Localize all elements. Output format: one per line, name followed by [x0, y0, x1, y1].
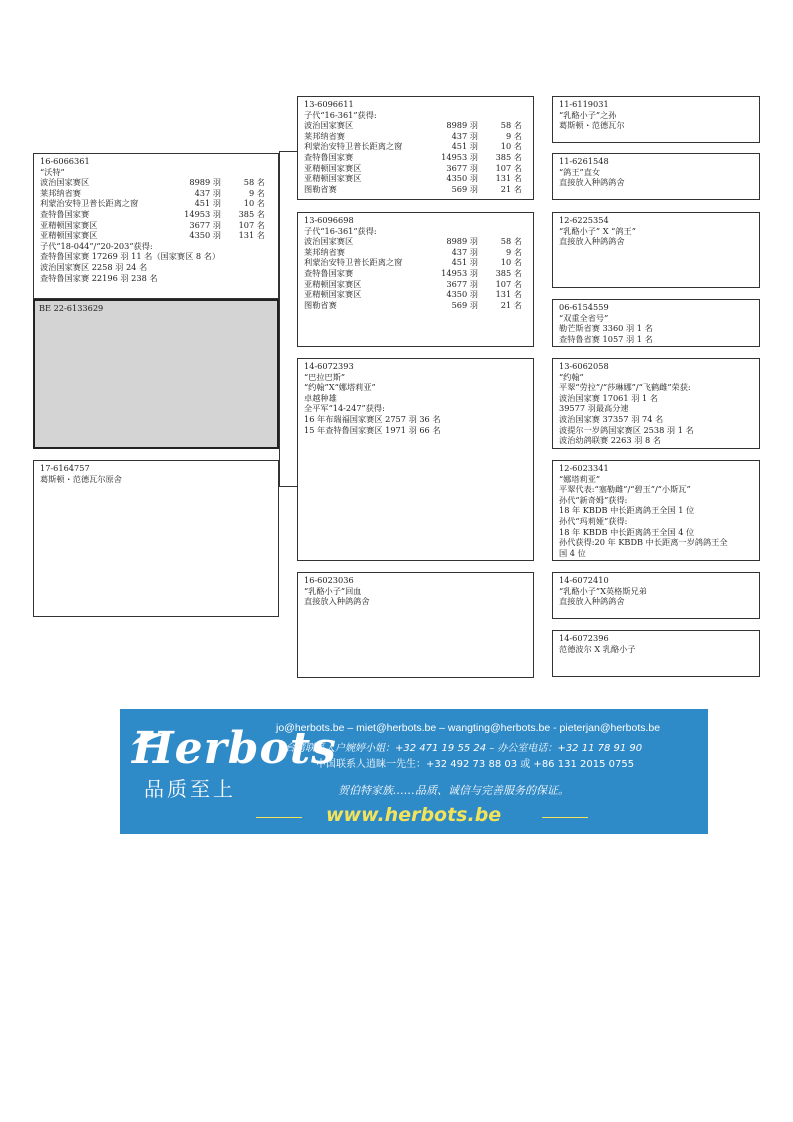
pedigree-line: [559, 463, 756, 474]
line-count: 14953 羽: [184, 208, 221, 219]
line-rank: 21 名: [500, 183, 522, 194]
pedigree-line: [559, 484, 756, 495]
pedigree-line: [304, 268, 530, 279]
pedigree-line: [304, 586, 530, 597]
g3-box-1: [552, 96, 760, 143]
pedigree-line: [40, 251, 275, 262]
line-count: 8989 羽: [446, 120, 478, 131]
pedigree-line: [559, 633, 756, 644]
line-text: 平翠“劳拉”/“莎琳娜”/“飞鹤雌”荣获:: [559, 382, 691, 393]
connector: [279, 486, 297, 487]
line-text: 亚精顿国家赛区: [304, 278, 362, 289]
line-text: “巴拉巴斯”: [304, 371, 346, 382]
divider: [542, 817, 588, 818]
line-text: 11-6261548: [559, 156, 609, 166]
line-text: 波提尔一岁鸽国家赛区 2538 羽 1 名: [559, 424, 694, 435]
line-rank: 9 名: [249, 187, 265, 198]
line-rank: 21 名: [500, 299, 522, 310]
line-text: 15 年查特鲁国家赛区 1971 羽 66 名: [304, 424, 441, 435]
line-rank: 10 名: [500, 257, 522, 268]
line-text: 查特鲁国家赛: [304, 151, 354, 162]
line-count: 4350 羽: [189, 230, 221, 241]
line-rank: 9 名: [506, 246, 522, 257]
line-text: 子代“18-044”/“20-203”获得:: [40, 240, 153, 251]
line-text: 波治国家赛 17061 羽 1 名: [559, 392, 658, 403]
line-text: “鸽王”直女: [559, 166, 601, 177]
pedigree-line: [559, 313, 756, 324]
line-text: 16 年布瑞福国家赛区 2757 羽 36 名: [304, 413, 441, 424]
pedigree-line: [559, 586, 756, 597]
line-rank: 10 名: [500, 141, 522, 152]
pedigree-line: [559, 548, 756, 559]
line-text: 利蒙治安特卫普长距离之窗: [40, 198, 139, 209]
line-text: 18 年 KBDB 中长距离鸽王全国 4 位: [559, 526, 695, 537]
line-text: 16-6023036: [304, 575, 354, 585]
pedigree-line: [304, 120, 530, 131]
pedigree-line: [559, 575, 756, 586]
line-text: 利蒙治安特卫普长距离之窗: [304, 257, 403, 268]
line-text: 莱邦纳省赛: [304, 130, 345, 141]
line-text: 直接放入种鸽鸽舍: [304, 596, 370, 607]
line-text: 波治国家赛区 2258 羽 24 名: [40, 261, 148, 272]
connector: [279, 151, 297, 152]
line-text: 18 年 KBDB 中长距离鸽王全国 1 位: [559, 505, 695, 516]
pedigree-line: [304, 110, 530, 121]
line-text: 14-6072396: [559, 633, 609, 643]
line-text: 13-6096611: [304, 99, 354, 109]
pedigree-line: [559, 156, 756, 167]
pedigree-line: [40, 463, 275, 474]
pedigree-line: [304, 300, 530, 311]
pedigree-line: [304, 236, 530, 247]
line-text: 亚精顿国家赛区: [304, 162, 362, 173]
line-text: 12-6023341: [559, 463, 609, 473]
divider: [256, 817, 302, 818]
line-rank: 107 名: [495, 278, 522, 289]
pedigree-line: [559, 403, 756, 414]
pedigree-line: [559, 393, 756, 404]
pedigree-line: [304, 372, 530, 383]
pigeon-photo: [33, 299, 279, 449]
pedigree-line: [559, 302, 756, 313]
pedigree-line: [304, 289, 530, 300]
sire-sire-box: [297, 96, 534, 200]
line-count: 8989 羽: [446, 236, 478, 247]
line-text: “双重全省号”: [559, 312, 609, 323]
line-text: 子代“16-361”获得:: [304, 109, 377, 120]
line-text: 16-6066361: [40, 156, 90, 166]
herbots-logo: Herbots: [132, 723, 337, 774]
pedigree-line: [304, 226, 530, 237]
line-text: 国 4 位: [559, 547, 586, 558]
line-text: 勒芒斯省赛 3360 羽 1 名: [559, 323, 653, 334]
pedigree-line: [559, 382, 756, 393]
line-text: 利蒙治安特卫普长距离之窗: [304, 141, 403, 152]
pedigree-line: [40, 177, 275, 188]
line-rank: 131 名: [495, 289, 522, 300]
tagline: 贺伯特家族……品质、诚信与完善服务的保证。: [338, 784, 569, 797]
dam-dam-box: [297, 572, 534, 678]
sire-box: [33, 153, 279, 299]
dam-lines: [40, 463, 275, 484]
pedigree-line: [304, 247, 530, 258]
line-rank: 385 名: [495, 151, 522, 162]
pedigree-line: [304, 596, 530, 607]
line-text: 图勒省赛: [304, 299, 337, 310]
line-text: 波治国家赛区: [304, 236, 354, 247]
line-text: 39577 羽最高分速: [559, 403, 629, 414]
pedigree-line: [304, 99, 530, 110]
herbots-banner: [120, 709, 708, 834]
pedigree-line: [304, 361, 530, 372]
pedigree-line: [304, 382, 530, 393]
g3-box-3: [552, 212, 760, 288]
line-text: 亚精顿国家赛区: [40, 230, 98, 241]
line-rank: 58 名: [500, 236, 522, 247]
line-text: 波治幼鸽联赛 2263 羽 8 名: [559, 435, 661, 446]
line-text: 莱邦纳省赛: [304, 246, 345, 257]
line-rank: 58 名: [500, 120, 522, 131]
pedigree-line: [559, 474, 756, 485]
line-text: 14-6072393: [304, 361, 354, 371]
line-text: 莱邦纳省赛: [40, 187, 81, 198]
line-text: “乳酪小子” X “鸽王”: [559, 225, 636, 236]
line-count: 14953 羽: [441, 151, 478, 162]
line-text: 卓越种雄: [304, 392, 337, 403]
line-rank: 385 名: [238, 208, 265, 219]
line-text: 葛斯顿・范德瓦尔: [559, 120, 625, 131]
pedigree-line: [304, 575, 530, 586]
pedigree-line: [559, 215, 756, 226]
pedigree-line: [559, 226, 756, 237]
pedigree-line: [559, 414, 756, 425]
pedigree-line: [40, 241, 275, 252]
pedigree-line: [40, 156, 275, 167]
connector: [279, 151, 280, 486]
line-text: 查特鲁省赛 1057 羽 1 名: [559, 333, 653, 344]
line-text: 孙代获得:20 年 KBDB 中长距离一岁鸽鸽王全: [559, 537, 728, 548]
line-text: 范德波尔 X 乳酪小子: [559, 643, 636, 654]
line-count: 451 羽: [451, 141, 478, 152]
g3-box-2: [552, 153, 760, 200]
sire-lines: [40, 156, 275, 283]
pedigree-line: [559, 167, 756, 178]
line-count: 437 羽: [451, 246, 478, 257]
pedigree-line: [304, 257, 530, 268]
line-text: 葛斯顿・范德瓦尔原舍: [40, 473, 122, 484]
line-rank: 107 名: [495, 162, 522, 173]
line-text: 孙代“玛莉娅”获得:: [559, 515, 628, 526]
line-rank: 9 名: [506, 130, 522, 141]
pedigree-line: [559, 537, 756, 548]
pedigree-line: [559, 334, 756, 345]
pedigree-line: [40, 188, 275, 199]
line-text: 亚精顿国家赛区: [304, 173, 362, 184]
pedigree-line: [559, 99, 756, 110]
line-rank: 385 名: [495, 267, 522, 278]
line-text: 12-6225354: [559, 215, 609, 225]
line-text: “沃特”: [40, 166, 65, 177]
line-text: “乳酪小子”回血: [304, 585, 362, 596]
line-text: “约翰”: [559, 371, 584, 382]
line-count: 14953 羽: [441, 267, 478, 278]
line-text: 图勒省赛: [304, 183, 337, 194]
line-rank: 58 名: [243, 177, 265, 188]
line-text: “约翰”X“娜塔莉亚”: [304, 382, 376, 393]
pedigree-line: [40, 220, 275, 231]
pedigree-line: [304, 184, 530, 195]
pedigree-line: [40, 230, 275, 241]
line-rank: 10 名: [243, 198, 265, 209]
pedigree-line: [40, 198, 275, 209]
pedigree-line: [304, 393, 530, 404]
pedigree-line: [559, 505, 756, 516]
line-text: 13-6096698: [304, 215, 354, 225]
line-text: 14-6072410: [559, 575, 609, 585]
line-text: 平翠代表:“塞勒雌”/“碧玉”/“小斯瓦”: [559, 484, 691, 495]
line-text: 孙代“新奇姆”获得:: [559, 494, 628, 505]
pedigree-line: [559, 120, 756, 131]
line-count: 3677 羽: [446, 278, 478, 289]
g3-box-8: [552, 630, 760, 677]
line-count: 569 羽: [451, 183, 478, 194]
ring-number: BE 22-6133629: [39, 303, 104, 313]
line-text: “乳酪小子”之孙: [559, 109, 617, 120]
pedigree-line: [559, 435, 756, 446]
line-text: 亚精顿国家赛区: [304, 289, 362, 300]
line-count: 4350 羽: [446, 289, 478, 300]
pedigree-line: [559, 596, 756, 607]
pedigree-line: [559, 644, 756, 655]
line-count: 3677 羽: [189, 219, 221, 230]
pedigree-line: [304, 131, 530, 142]
pedigree-line: [559, 110, 756, 121]
line-rank: 131 名: [238, 230, 265, 241]
pedigree-line: [559, 425, 756, 436]
g3-box-5: [552, 358, 760, 449]
line-count: 451 羽: [194, 198, 221, 209]
g3-box-4: [552, 299, 760, 347]
pedigree-line: [304, 152, 530, 163]
line-text: 17-6164757: [40, 463, 90, 473]
dam-sire-box: [297, 358, 534, 561]
line-text: 查特鲁国家赛: [304, 267, 354, 278]
line-rank: 131 名: [495, 173, 522, 184]
g3-box-7: [552, 572, 760, 619]
pedigree-line: [559, 495, 756, 506]
line-text: “乳酪小子”X英格斯兄弟: [559, 585, 647, 596]
line-text: 查特鲁国家赛: [40, 208, 90, 219]
dam-box: [33, 460, 279, 617]
pedigree-line: [559, 527, 756, 538]
china-contact: 中国联系人逍睐一先生：+32 492 73 88 03 或 +86 131 2015 0755: [316, 759, 635, 770]
line-text: 波治国家赛区: [304, 120, 354, 131]
pedigree-line: [40, 474, 275, 485]
line-text: 11-6119031: [559, 99, 609, 109]
pedigree-line: [304, 163, 530, 174]
website-link[interactable]: www.herbots.be: [326, 804, 502, 826]
line-count: 569 羽: [451, 299, 478, 310]
line-count: 8989 羽: [189, 177, 221, 188]
pedigree-line: [40, 273, 275, 284]
line-text: 查特鲁国家赛 17269 羽 11 名（国家赛区 8 名）: [40, 251, 221, 262]
pedigree-line: [559, 372, 756, 383]
line-text: 13-6062058: [559, 361, 609, 371]
line-text: 06-6154559: [559, 302, 609, 312]
line-count: 437 羽: [451, 130, 478, 141]
pedigree-line: [40, 262, 275, 273]
taiwan-contact: 台湾联系人户婉婷小姐：+32 471 19 55 24 – 办公室电话：+32 11 78 91 90: [285, 743, 643, 754]
contact-emails[interactable]: jo@herbots.be – miet@herbots.be – wangting@herbots.be - pieterjan@herbots.be: [276, 722, 661, 734]
line-count: 3677 羽: [446, 162, 478, 173]
pedigree-line: [559, 177, 756, 188]
line-text: 亚精顿国家赛区: [40, 219, 98, 230]
line-count: 451 羽: [451, 257, 478, 268]
line-rank: 107 名: [238, 219, 265, 230]
line-count: 4350 羽: [446, 173, 478, 184]
line-text: 直接放入种鸽鸽舍: [559, 596, 625, 607]
pedigree-line: [559, 323, 756, 334]
pedigree-line: [304, 279, 530, 290]
line-text: 子代“16-361”获得:: [304, 225, 377, 236]
pedigree-line: [559, 361, 756, 372]
pedigree-line: [559, 516, 756, 527]
line-text: 波治国家赛 37357 羽 74 名: [559, 413, 664, 424]
pedigree-line: [304, 425, 530, 436]
pedigree-line: [304, 215, 530, 226]
line-text: “娜塔莉亚”: [559, 473, 601, 484]
pedigree-line: [40, 167, 275, 178]
line-text: 波治国家赛区: [40, 177, 90, 188]
pedigree-line: [304, 141, 530, 152]
pedigree-line: [304, 403, 530, 414]
line-text: 查特鲁国家赛 22196 羽 238 名: [40, 272, 158, 283]
pedigree-line: [559, 236, 756, 247]
pedigree-line: [304, 173, 530, 184]
line-text: 直接放入种鸽鸽舍: [559, 177, 625, 188]
pedigree-line: [40, 209, 275, 220]
slogan: 品质至上: [144, 777, 236, 801]
line-count: 437 羽: [194, 187, 221, 198]
line-text: 直接放入种鸽鸽舍: [559, 236, 625, 247]
g3-box-6: [552, 460, 760, 561]
pedigree-line: [304, 414, 530, 425]
line-text: 全平军“14-247”获得:: [304, 403, 385, 414]
sire-dam-box: [297, 212, 534, 347]
